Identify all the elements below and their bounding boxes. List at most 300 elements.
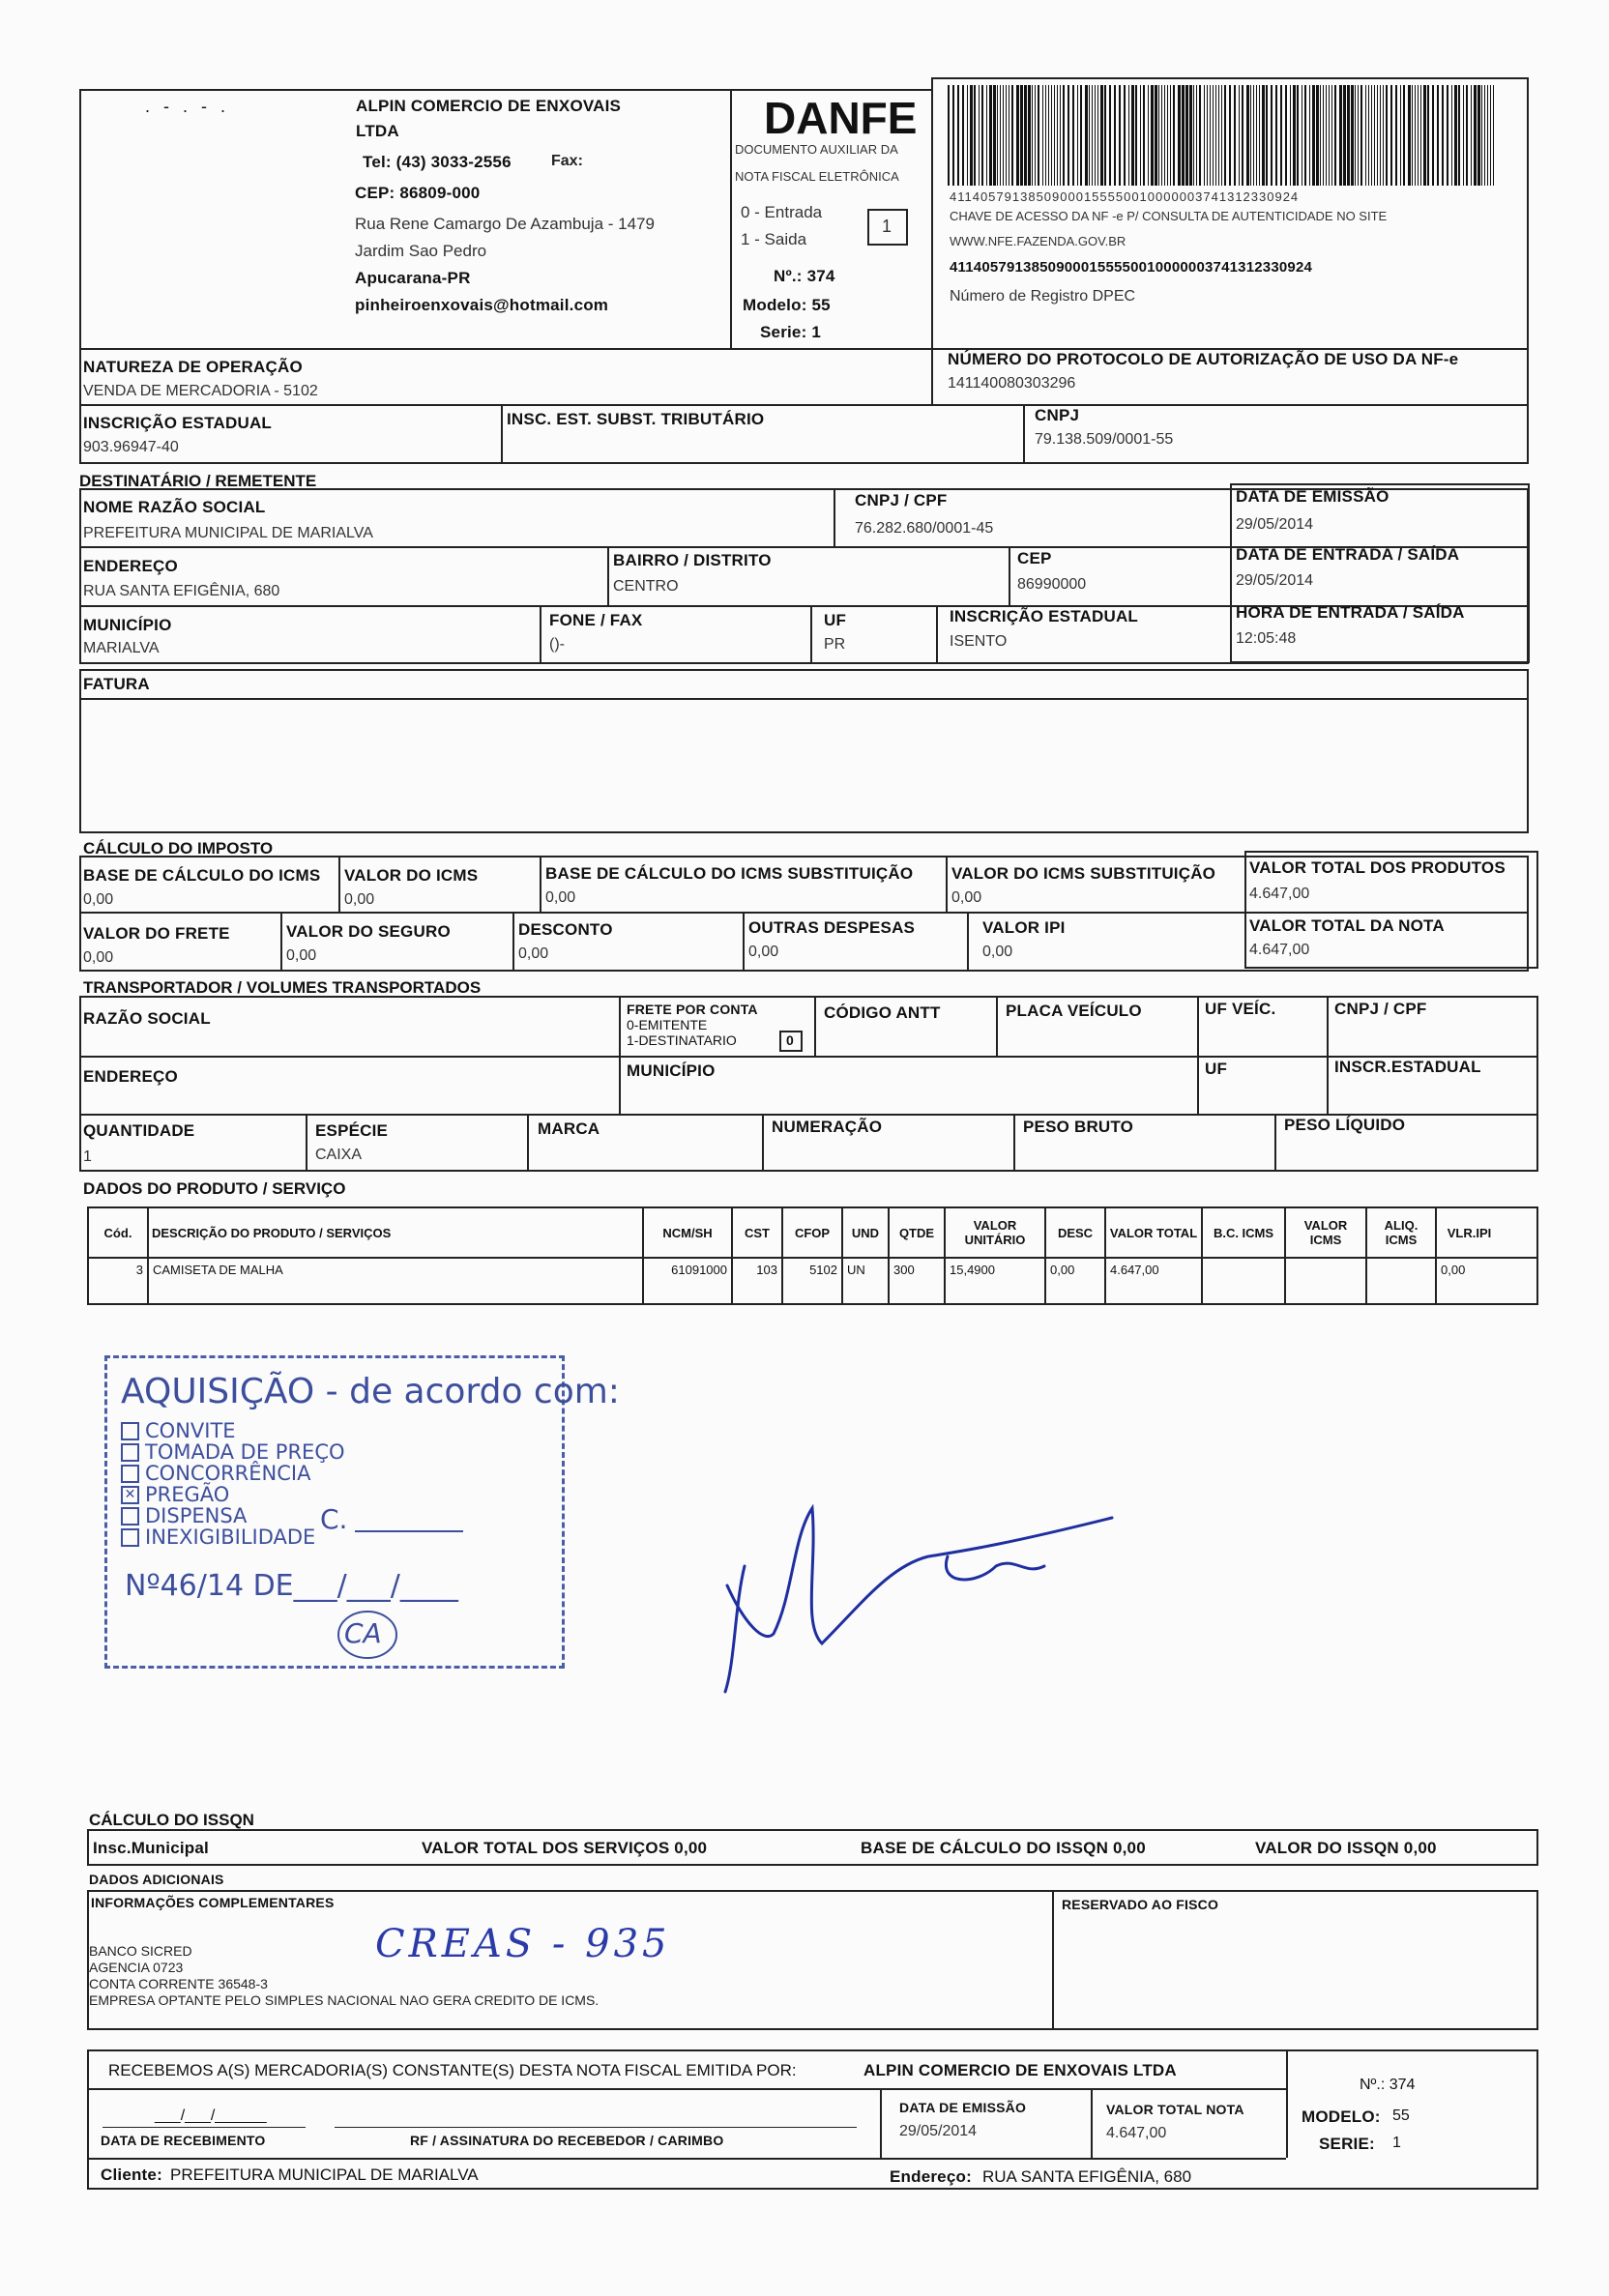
barcode-bar	[1028, 85, 1031, 186]
bc-icms-value: 0,00	[83, 891, 114, 908]
barcode-bar	[1085, 85, 1088, 186]
carrier-ie-label: INSCR.ESTADUAL	[1334, 1058, 1481, 1076]
additional-line: AGENCIA 0723	[89, 1960, 184, 1975]
barcode-bar	[1474, 85, 1477, 186]
barcode-bar	[1161, 85, 1162, 186]
products-cell-value: 5102	[809, 1263, 837, 1277]
emitter-street: Rua Rene Camargo De Azambuja - 1479	[355, 215, 655, 233]
entry-date: 29/05/2014	[1236, 572, 1314, 589]
address-value: RUA SANTA EFIGÊNIA, 680	[83, 583, 280, 599]
reserved-label: RESERVADO AO FISCO	[1062, 1897, 1219, 1912]
products-header-cell	[644, 1208, 733, 1257]
stamp-checkbox-icon	[121, 1443, 139, 1462]
barcode-bar	[967, 85, 968, 186]
barcode-bar	[1339, 85, 1342, 186]
freight-option-3: 1-DESTINATARIO	[627, 1032, 737, 1048]
barcode-bar	[1164, 85, 1165, 186]
barcode-bar	[1158, 85, 1159, 186]
time-value: 12:05:48	[1236, 630, 1297, 647]
barcode-bar	[1493, 85, 1494, 186]
stamp-options	[121, 1419, 348, 1549]
transport-section: TRANSPORTADOR / VOLUMES TRANSPORTADOS	[83, 978, 482, 997]
products-header-cell	[890, 1208, 946, 1257]
barcode-bar	[1221, 85, 1222, 186]
barcode-bar	[1377, 85, 1378, 186]
brand-label: MARCA	[538, 1119, 600, 1138]
barcode-bar	[997, 85, 998, 186]
danfe-type-value: 1	[882, 217, 892, 236]
barcode-bar	[1246, 85, 1249, 186]
barcode-bar	[1250, 85, 1251, 186]
barcode-bar	[1293, 85, 1296, 186]
stamp-checkbox-icon	[121, 1507, 139, 1526]
invoice-box	[79, 669, 1529, 833]
stamp-option-label: PREGÃO	[145, 1483, 230, 1506]
products-total-value: 4.647,00	[1249, 886, 1310, 902]
recipient-ie-value: ISENTO	[950, 633, 1008, 650]
barcode-bar	[1104, 85, 1106, 186]
barcode-bar	[1383, 85, 1384, 186]
barcode-bar	[1471, 85, 1472, 186]
barcode-bar	[1463, 85, 1464, 186]
issqn-municipal: Insc.Municipal	[93, 1839, 209, 1857]
barcode-bar	[1020, 85, 1023, 186]
barcode-bar	[1224, 85, 1226, 186]
quantity-value: 1	[83, 1148, 92, 1165]
danfe-saida: 1 - Saida	[741, 230, 807, 248]
barcode-bar	[1089, 85, 1090, 186]
ie-value: 903.96947-40	[83, 439, 179, 455]
barcode-bar	[1280, 85, 1282, 186]
barcode-bar	[1386, 85, 1388, 186]
products-cell	[644, 1259, 733, 1303]
phone-label: FONE / FAX	[549, 611, 643, 629]
products-header-cell	[1203, 1208, 1286, 1257]
products-table	[87, 1206, 1538, 1305]
barcode-bar	[1032, 85, 1033, 186]
recipient-cnpj: 76.282.680/0001-45	[855, 520, 994, 537]
stamp-checkbox-icon	[121, 1465, 139, 1483]
barcode-bar	[1072, 85, 1074, 186]
barcode-bar	[1204, 85, 1205, 186]
barcode-bar	[1114, 85, 1116, 186]
nature-label: NATUREZA DE OPERAÇÃO	[83, 358, 303, 376]
products-cell	[890, 1259, 946, 1303]
products-cell	[1437, 1259, 1502, 1303]
uf-value: PR	[824, 636, 846, 653]
barcode-bar	[1271, 85, 1273, 186]
products-cell	[946, 1259, 1046, 1303]
emitter-logo-dots: .-.-.	[145, 97, 239, 116]
barcode-bar	[1003, 85, 1004, 186]
insurance-label: VALOR DO SEGURO	[286, 922, 451, 941]
barcode-bar	[1466, 85, 1468, 186]
products-header-label: DESCRIÇÃO DO PRODUTO / SERVIÇOS	[152, 1225, 392, 1240]
ipi-value: 0,00	[982, 944, 1013, 960]
receipt-number: Nº.: 374	[1360, 2077, 1416, 2093]
additional-line: BANCO SICRED	[89, 1943, 192, 1959]
barcode-bar	[1395, 85, 1397, 186]
barcode-bar	[1185, 85, 1188, 186]
receipt-series-value: 1	[1392, 2135, 1401, 2151]
uf-vehicle-label: UF VEÍC.	[1205, 1000, 1276, 1018]
st-value: 0,00	[951, 889, 982, 906]
danfe-number: Nº.: 374	[774, 267, 835, 285]
stamp-initials-circle	[335, 1608, 402, 1666]
barcode-bar	[1437, 85, 1439, 186]
freight-option-1: FRETE POR CONTA	[627, 1002, 758, 1017]
barcode-bar	[1006, 85, 1007, 186]
barcode-bar	[1358, 85, 1359, 186]
products-cell-value: 4.647,00	[1110, 1263, 1159, 1277]
products-header-label: VALOR ICMS	[1303, 1218, 1348, 1247]
barcode-bar	[1151, 85, 1154, 186]
barcode-bar	[1347, 85, 1350, 186]
barcode-bar	[1290, 85, 1291, 186]
protocol-label: NÚMERO DO PROTOCOLO DE AUTORIZAÇÃO DE USO DA NF-e	[948, 350, 1459, 368]
barcode-bar	[1432, 85, 1434, 186]
barcode-bar	[1266, 85, 1268, 186]
signature	[706, 1450, 1131, 1701]
stamp-option	[121, 1441, 345, 1463]
stamp-number-line: Nº46/14 DE___/___/____	[125, 1569, 458, 1603]
emitter-name-2: LTDA	[356, 122, 399, 140]
barcode-bar	[1128, 85, 1129, 186]
danfe-series: Serie: 1	[760, 323, 822, 341]
barcode	[948, 85, 1499, 191]
barcode-bar	[1213, 85, 1214, 186]
cep-value: 86990000	[1017, 576, 1087, 593]
products-cell-value: 3	[135, 1263, 143, 1277]
receipt-model-value: 55	[1392, 2107, 1410, 2124]
receipt-text: RECEBEMOS A(S) MERCADORIA(S) CONSTANTE(S) DESTA NOTA FISCAL EMITIDA POR:	[108, 2061, 797, 2079]
barcode-bar	[1193, 85, 1194, 186]
quantity-label: QUANTIDADE	[83, 1121, 195, 1140]
barcode-bar	[1196, 85, 1197, 186]
barcode-bar	[1054, 85, 1055, 186]
barcode-bar	[1140, 85, 1141, 186]
additional-info-label: INFORMAÇÕES COMPLEMENTARES	[91, 1895, 335, 1910]
barcode-bar	[986, 85, 987, 186]
plate-label: PLACA VEÍCULO	[1006, 1002, 1142, 1020]
barcode-bar	[1403, 85, 1405, 186]
discount-value: 0,00	[518, 945, 549, 962]
barcode-bar	[1326, 85, 1327, 186]
receipt-total-label: VALOR TOTAL NOTA	[1106, 2102, 1244, 2117]
barcode-bar	[952, 85, 954, 186]
barcode-bar	[1442, 85, 1444, 186]
barcode-bar	[1042, 85, 1043, 186]
products-header-label: VLR.IPI	[1447, 1225, 1492, 1240]
barcode-bar	[948, 85, 950, 186]
barcode-bar	[1207, 85, 1208, 186]
ie-label: INSCRIÇÃO ESTADUAL	[83, 414, 273, 432]
products-header-cell	[149, 1208, 644, 1257]
other-label: OUTRAS DESPESAS	[748, 918, 916, 937]
emission-date: 29/05/2014	[1236, 516, 1314, 533]
barcode-digits: 41140579138509000155550010000003741312330924	[950, 189, 1300, 204]
issqn-section: CÁLCULO DO ISSQN	[89, 1811, 254, 1829]
barcode-bar	[1095, 85, 1096, 186]
products-header-label: VALOR UNITÁRIO	[964, 1218, 1026, 1247]
products-header-cell	[946, 1208, 1046, 1257]
nature-value: VENDA DE MERCADORIA - 5102	[83, 383, 318, 399]
other-value: 0,00	[748, 944, 779, 960]
carrier-city-label: MUNICÍPIO	[627, 1061, 716, 1080]
barcode-bar	[1016, 85, 1019, 186]
barcode-bar	[1167, 85, 1168, 186]
products-cell	[783, 1259, 843, 1303]
products-header-label: CFOP	[794, 1225, 831, 1240]
barcode-bar	[1481, 85, 1482, 186]
barcode-bar	[1355, 85, 1356, 186]
barcode-bar	[1170, 85, 1171, 186]
emission-date-label: DATA DE EMISSÃO	[1236, 487, 1390, 506]
barcode-bar	[1427, 85, 1429, 186]
stamp-option-label: TOMADA DE PREÇO	[145, 1440, 345, 1464]
freight-value: 0	[786, 1032, 794, 1048]
products-header-label: VALOR TOTAL	[1109, 1225, 1198, 1240]
barcode-bar	[1131, 85, 1134, 186]
barcode-bar	[1060, 85, 1061, 186]
client-label: Cliente:	[101, 2165, 162, 2184]
recipient-name-label: NOME RAZÃO SOCIAL	[83, 498, 266, 516]
iest-label: INSC. EST. SUBST. TRIBUTÁRIO	[507, 410, 765, 428]
stamp-option	[121, 1484, 345, 1505]
city-value: MARIALVA	[83, 640, 160, 656]
stamp-title: AQUISIÇÃO - de acordo com:	[121, 1372, 620, 1411]
barcode-bar	[1097, 85, 1098, 186]
carrier-uf-label: UF	[1205, 1060, 1228, 1078]
stamp-checkbox-icon	[121, 1422, 139, 1440]
barcode-bar	[1458, 85, 1460, 186]
recipient-section: DESTINATÁRIO / REMETENTE	[79, 472, 317, 490]
barcode-bar	[1331, 85, 1332, 186]
barcode-bar	[1178, 85, 1181, 186]
products-cell	[1046, 1259, 1106, 1303]
products-cell	[733, 1259, 783, 1303]
barcode-bar	[1080, 85, 1082, 186]
products-cell	[1286, 1259, 1367, 1303]
receipt-address-label: Endereço:	[890, 2167, 972, 2186]
barcode-bar	[1229, 85, 1231, 186]
receipt-series-label: SERIE:	[1319, 2135, 1375, 2153]
gross-weight-label: PESO BRUTO	[1023, 1118, 1134, 1136]
receipt-issuer: ALPIN COMERCIO DE ENXOVAIS LTDA	[863, 2061, 1177, 2079]
products-header-cell	[1286, 1208, 1367, 1257]
stamp-c-label: C.	[320, 1503, 348, 1535]
receipt-address-value: RUA SANTA EFIGÊNIA, 680	[982, 2167, 1192, 2186]
barcode-bar	[1109, 85, 1111, 186]
products-cell	[149, 1259, 644, 1303]
barcode-bar	[1380, 85, 1381, 186]
barcode-bar	[1253, 85, 1254, 186]
barcode-bar	[1259, 85, 1260, 186]
products-header-cell	[1367, 1208, 1437, 1257]
additional-line: CONTA CORRENTE 36548-3	[89, 1976, 268, 1991]
barcode-bar	[1365, 85, 1366, 186]
access-key-note: CHAVE DE ACESSO DA NF -e P/ CONSULTA DE AUTENTICIDADE NO SITE	[950, 209, 1388, 223]
danfe-subtitle-2: NOTA FISCAL ELETRÔNICA	[735, 169, 899, 184]
products-header-label: DESC	[1057, 1225, 1094, 1240]
barcode-bar	[1368, 85, 1369, 186]
barcode-bar	[1351, 85, 1354, 186]
products-header-label: CST	[745, 1225, 770, 1240]
receipt-sign-label: RF / ASSINATURA DO RECEBEDOR / CARIMBO	[410, 2133, 724, 2148]
danfe-title: DANFE	[764, 93, 918, 143]
products-cell	[1203, 1259, 1286, 1303]
barcode-bar	[1148, 85, 1149, 186]
barcode-bar	[1048, 85, 1049, 186]
species-value: CAIXA	[315, 1147, 363, 1163]
cep-label: CEP	[1017, 549, 1052, 567]
barcode-bar	[1374, 85, 1375, 186]
cnpj-value: 79.138.509/0001-55	[1035, 431, 1174, 448]
barcode-bar	[1011, 85, 1013, 186]
barcode-bar	[1418, 85, 1419, 186]
numbering-label: NUMERAÇÃO	[772, 1118, 883, 1136]
access-key-site: WWW.NFE.FAZENDA.GOV.BR	[950, 234, 1126, 248]
stamp-option-label: DISPENSA	[145, 1504, 248, 1527]
products-header-label: B.C. ICMS	[1213, 1225, 1274, 1240]
barcode-bar	[1024, 85, 1027, 186]
barcode-bar	[1068, 85, 1069, 186]
uf-label: UF	[824, 611, 847, 629]
barcode-bar	[1477, 85, 1480, 186]
freight-label: VALOR DO FRETE	[83, 924, 230, 943]
barcode-bar	[1262, 85, 1265, 186]
stamp-option	[121, 1526, 345, 1548]
barcode-bar	[1242, 85, 1243, 186]
products-header-label: Cód.	[103, 1225, 132, 1240]
bc-st-value: 0,00	[545, 889, 576, 906]
stamp-option	[121, 1505, 345, 1526]
barcode-bar	[1316, 85, 1319, 186]
products-header-cell	[1106, 1208, 1203, 1257]
barcode-bar	[979, 85, 980, 186]
time-label: HORA DE ENTRADA / SAÍDA	[1236, 603, 1465, 622]
barcode-bar	[1420, 85, 1421, 186]
barcode-bar	[1124, 85, 1126, 186]
barcode-bar	[1320, 85, 1321, 186]
issqn-value: VALOR DO ISSQN 0,00	[1255, 1839, 1437, 1857]
products-header-label: NCM/SH	[662, 1225, 713, 1240]
dpec-label: Número de Registro DPEC	[950, 288, 1136, 305]
barcode-bar	[1334, 85, 1336, 186]
barcode-bar	[1360, 85, 1362, 186]
barcode-bar	[1275, 85, 1277, 186]
barcode-bar	[957, 85, 959, 186]
net-weight-label: PESO LÍQUIDO	[1284, 1116, 1406, 1134]
barcode-bar	[1309, 85, 1310, 186]
products-cell	[843, 1259, 890, 1303]
products-cell-value: 103	[756, 1263, 777, 1277]
receipt-emission-value: 29/05/2014	[899, 2123, 978, 2139]
emitter-city: Apucarana-PR	[355, 269, 471, 287]
handwritten-note: CREAS - 935	[375, 1922, 671, 1966]
additional-section: DADOS ADICIONAIS	[89, 1872, 224, 1887]
products-header-cell	[1046, 1208, 1106, 1257]
barcode-bar	[1100, 85, 1103, 186]
emitter-phone: Tel: (43) 3033-2556	[363, 153, 512, 171]
danfe-model: Modelo: 55	[743, 296, 831, 314]
barcode-bar	[1215, 85, 1216, 186]
issqn-base: BASE DE CÁLCULO DO ISSQN 0,00	[861, 1839, 1146, 1857]
barcode-bar	[989, 85, 992, 186]
acquisition-stamp	[104, 1355, 620, 1669]
emitter-email: pinheiroenxovais@hotmail.com	[355, 296, 609, 314]
stamp-option-label: CONVITE	[145, 1419, 236, 1442]
recipient-ie-label: INSCRIÇÃO ESTADUAL	[950, 607, 1139, 625]
products-header-label: UND	[851, 1225, 880, 1240]
barcode-bar	[1135, 85, 1137, 186]
receipt-date-slashes: ___/___/______	[155, 2107, 267, 2124]
barcode-bar	[1063, 85, 1065, 186]
receipt-total-value: 4.647,00	[1106, 2125, 1167, 2141]
emitter-name: ALPIN COMERCIO DE ENXOVAIS	[356, 97, 622, 115]
barcode-bar	[993, 85, 996, 186]
ipi-label: VALOR IPI	[982, 918, 1066, 937]
barcode-bar	[1077, 85, 1078, 186]
barcode-bar	[1051, 85, 1052, 186]
antt-label: CÓDIGO ANTT	[824, 1003, 941, 1022]
emitter-fax: Fax:	[551, 153, 583, 169]
barcode-bar	[974, 85, 976, 186]
tax-section: CÁLCULO DO IMPOSTO	[83, 839, 274, 857]
carrier-cnpj-label: CNPJ / CPF	[1334, 1000, 1427, 1018]
protocol-value: 141140080303296	[948, 375, 1076, 392]
products-cell-value: CAMISETA DE MALHA	[153, 1263, 283, 1277]
barcode-bar	[1155, 85, 1157, 186]
barcode-bar	[1412, 85, 1413, 186]
entry-date-label: DATA DE ENTRADA / SAÍDA	[1236, 545, 1460, 564]
icms-value: 0,00	[344, 891, 375, 908]
products-cell	[89, 1259, 149, 1303]
emitter-cep: CEP: 86809-000	[355, 184, 481, 202]
species-label: ESPÉCIE	[315, 1121, 389, 1140]
icms-label: VALOR DO ICMS	[344, 866, 479, 885]
barcode-bar	[1323, 85, 1324, 186]
transport-box	[79, 996, 1538, 1172]
barcode-bar	[1408, 85, 1411, 186]
danfe-entrada: 0 - Entrada	[741, 203, 823, 221]
barcode-bar	[1239, 85, 1240, 186]
barcode-bar	[1045, 85, 1046, 186]
products-cell	[1367, 1259, 1437, 1303]
receipt-emission-label: DATA DE EMISSÃO	[899, 2100, 1027, 2115]
barcode-bar	[1484, 85, 1485, 186]
products-cell-value: 15,4900	[950, 1263, 995, 1277]
barcode-bar	[1189, 85, 1192, 186]
products-section: DADOS DO PRODUTO / SERVIÇO	[83, 1179, 346, 1198]
barcode-bar	[1490, 85, 1491, 186]
barcode-bar	[1234, 85, 1236, 186]
bc-icms-label: BASE DE CÁLCULO DO ICMS	[83, 866, 321, 885]
barcode-bar	[1218, 85, 1219, 186]
barcode-bar	[1447, 85, 1448, 186]
products-cell-value: UN	[847, 1263, 865, 1277]
freight-value: 0,00	[83, 949, 114, 966]
barcode-bar	[1038, 85, 1039, 186]
barcode-bar	[1400, 85, 1401, 186]
barcode-bar	[1371, 85, 1372, 186]
barcode-bar	[1199, 85, 1201, 186]
stamp-option	[121, 1463, 345, 1484]
barcode-bar	[1390, 85, 1392, 186]
phone-value: ()-	[549, 636, 565, 653]
barcode-bar	[970, 85, 973, 186]
stamp-option-label: INEXIGIBILIDADE	[145, 1526, 316, 1549]
